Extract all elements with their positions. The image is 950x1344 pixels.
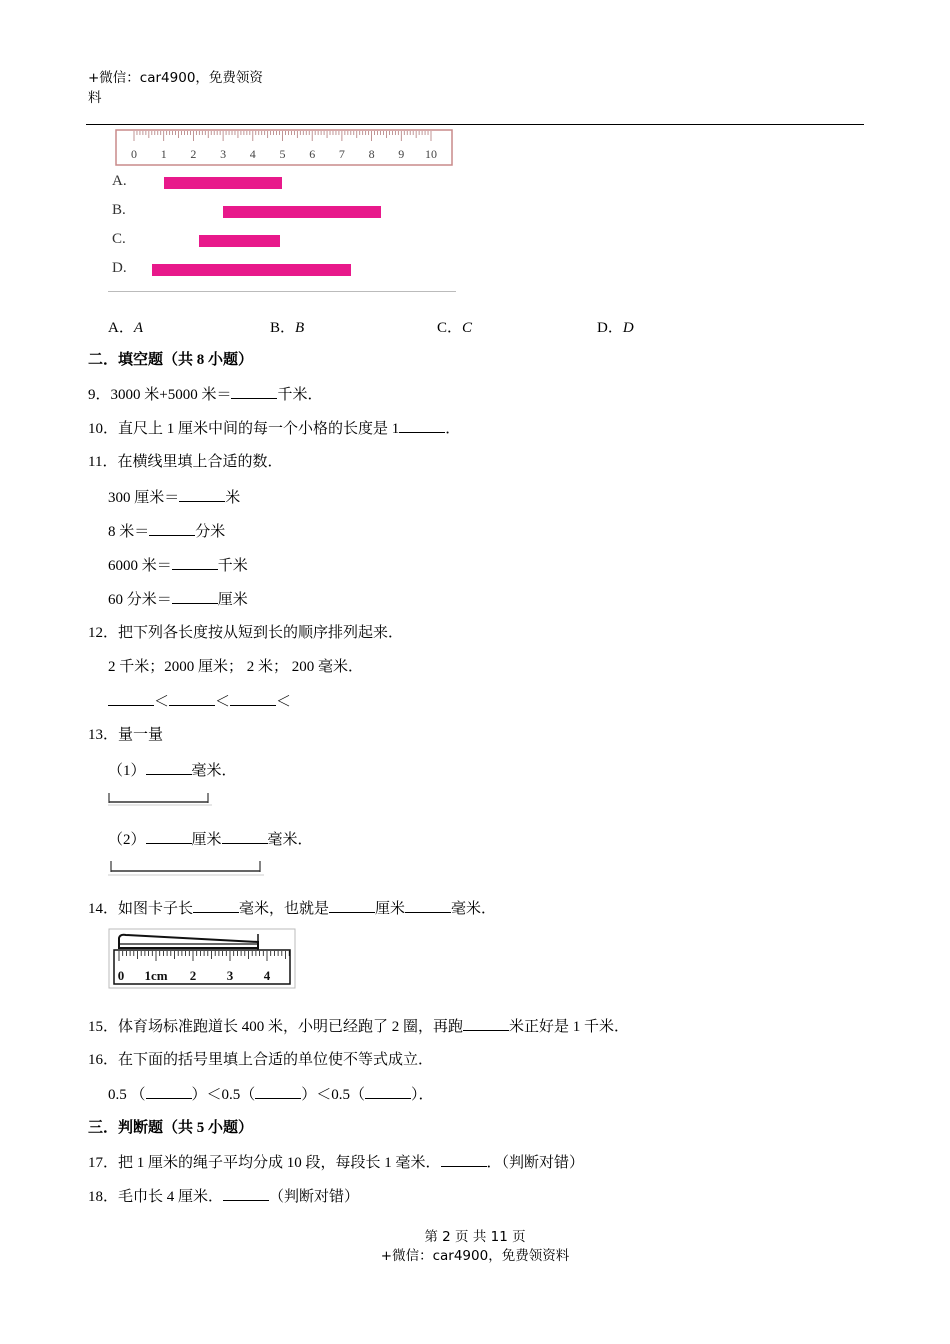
option-a[interactable]: A．A [108,320,144,336]
q11-blank-2[interactable] [149,521,195,536]
q14-blank-1[interactable] [193,898,239,913]
q14-blank-3[interactable] [405,898,451,913]
ruler-number: 10 [425,147,437,161]
ruler-number: 8 [368,147,375,161]
question-9: 9．3000 米+5000 米＝ 千米． [88,384,322,405]
question-17: 17．把 1 厘米的绳子平均分成 10 段，每段长 1 毫米． ．（判断对错） [88,1152,584,1173]
q15-blank[interactable] [463,1016,509,1031]
q11-row-3: 6000 米＝ 千米 [108,555,248,576]
ruler-number: 4 [249,147,256,161]
q16-inequality: 0.5 （ ）＜0.5（ ）＜0.5（ ）． [108,1084,434,1105]
q12-items: 2 千米；2000 厘米； 2 米； 200 毫米． [108,659,364,675]
q10-blank[interactable] [399,418,445,433]
ruler-number: 9 [398,147,405,161]
question-18: 18．毛巾长 4 厘米． （判断对错） [88,1186,359,1207]
ruler-number: 6 [309,147,316,161]
bar-label: C. [112,231,126,247]
q11-row-2: 8 米＝ 分米 [108,521,225,542]
q13-blank-1[interactable] [146,760,192,775]
ruler-number: 0 [131,147,137,161]
q12-blank-2[interactable] [169,691,215,706]
ruler-number: 2 [190,147,197,161]
option-c[interactable]: C．C [437,320,473,336]
clip-ruler-figure [108,928,298,990]
ruler-number: 3 [220,147,227,161]
q12-blank-1[interactable] [108,691,154,706]
question-11-title: 11．在横线里填上合适的数． [88,454,283,470]
q14-blank-2[interactable] [329,898,375,913]
clip-ruler-number: 4 [263,968,271,983]
q11-row-1: 300 厘米＝ 米 [108,487,240,508]
pink-bar [164,177,283,189]
section2-title: 二．填空题（共 8 小题） [88,352,254,368]
question-16-title: 16．在下面的括号里填上合适的单位使不等式成立． [88,1052,434,1068]
q16-blank-1[interactable] [146,1084,192,1099]
footer-watermark: +微信：car4900，免费领资料 [380,1248,570,1264]
clip-ruler-number: 3 [226,968,234,983]
page-number: 第 2 页 共 11 页 [424,1229,526,1245]
bar-label: A. [112,173,127,189]
q16-blank-2[interactable] [255,1084,301,1099]
question-12-title: 12．把下列各长度按从短到长的顺序排列起来． [88,625,404,641]
q12-order-row: ＜ ＜ ＜ [108,691,291,712]
q11-blank-1[interactable] [179,487,225,502]
q13-blank-3[interactable] [222,829,268,844]
q9-blank[interactable] [231,384,277,399]
q12-blank-3[interactable] [230,691,276,706]
q13-part-2: （2） 厘米 毫米． [108,829,313,850]
bar-label: D. [112,260,127,276]
option-b[interactable]: B．B [270,320,305,336]
clip-ruler-number: 0 [117,968,125,983]
clip-ruler-number: 2 [189,968,197,983]
question-10: 10．直尺上 1 厘米中间的每一个小格的长度是 1 ． [88,418,460,439]
question-15: 15．体育场标准跑道长 400 米，小明已经跑了 2 圈，再跑 米正好是 1 千米． [88,1016,629,1037]
q17-blank[interactable] [441,1152,487,1167]
ruler-figure [108,127,456,292]
q11-row-4: 60 分米＝ 厘米 [108,589,248,610]
clip-ruler-number: 1cm [144,968,168,983]
ruler-number: 7 [338,147,345,161]
q11-blank-3[interactable] [172,555,218,570]
q13-segment-2 [108,860,268,876]
header-line2: 料 [88,90,102,106]
pink-bar [223,206,380,218]
header-watermark [88,68,288,108]
q18-blank[interactable] [223,1186,269,1201]
header-line1: +微信：car4900，免费领资 [88,70,263,86]
q13-segment-1 [108,792,212,806]
ruler-number: 1 [160,147,167,161]
question-13-title: 13．量一量 [88,727,164,743]
q16-blank-3[interactable] [365,1084,411,1099]
q13-part-1: （1） 毫米． [108,760,237,781]
option-d[interactable]: D．D [597,320,634,336]
q13-blank-2[interactable] [146,829,192,844]
ruler-number: 5 [279,147,286,161]
ruler-graphic [108,127,456,169]
header-rule [86,124,864,125]
question-14: 14．如图卡子长 毫米，也就是 厘米 毫米． [88,898,496,919]
q11-blank-4[interactable] [172,589,218,604]
pink-bar [199,235,279,247]
bar-label: B. [112,202,126,218]
pink-bar [152,264,351,276]
section3-title: 三．判断题（共 5 小题） [88,1120,254,1136]
